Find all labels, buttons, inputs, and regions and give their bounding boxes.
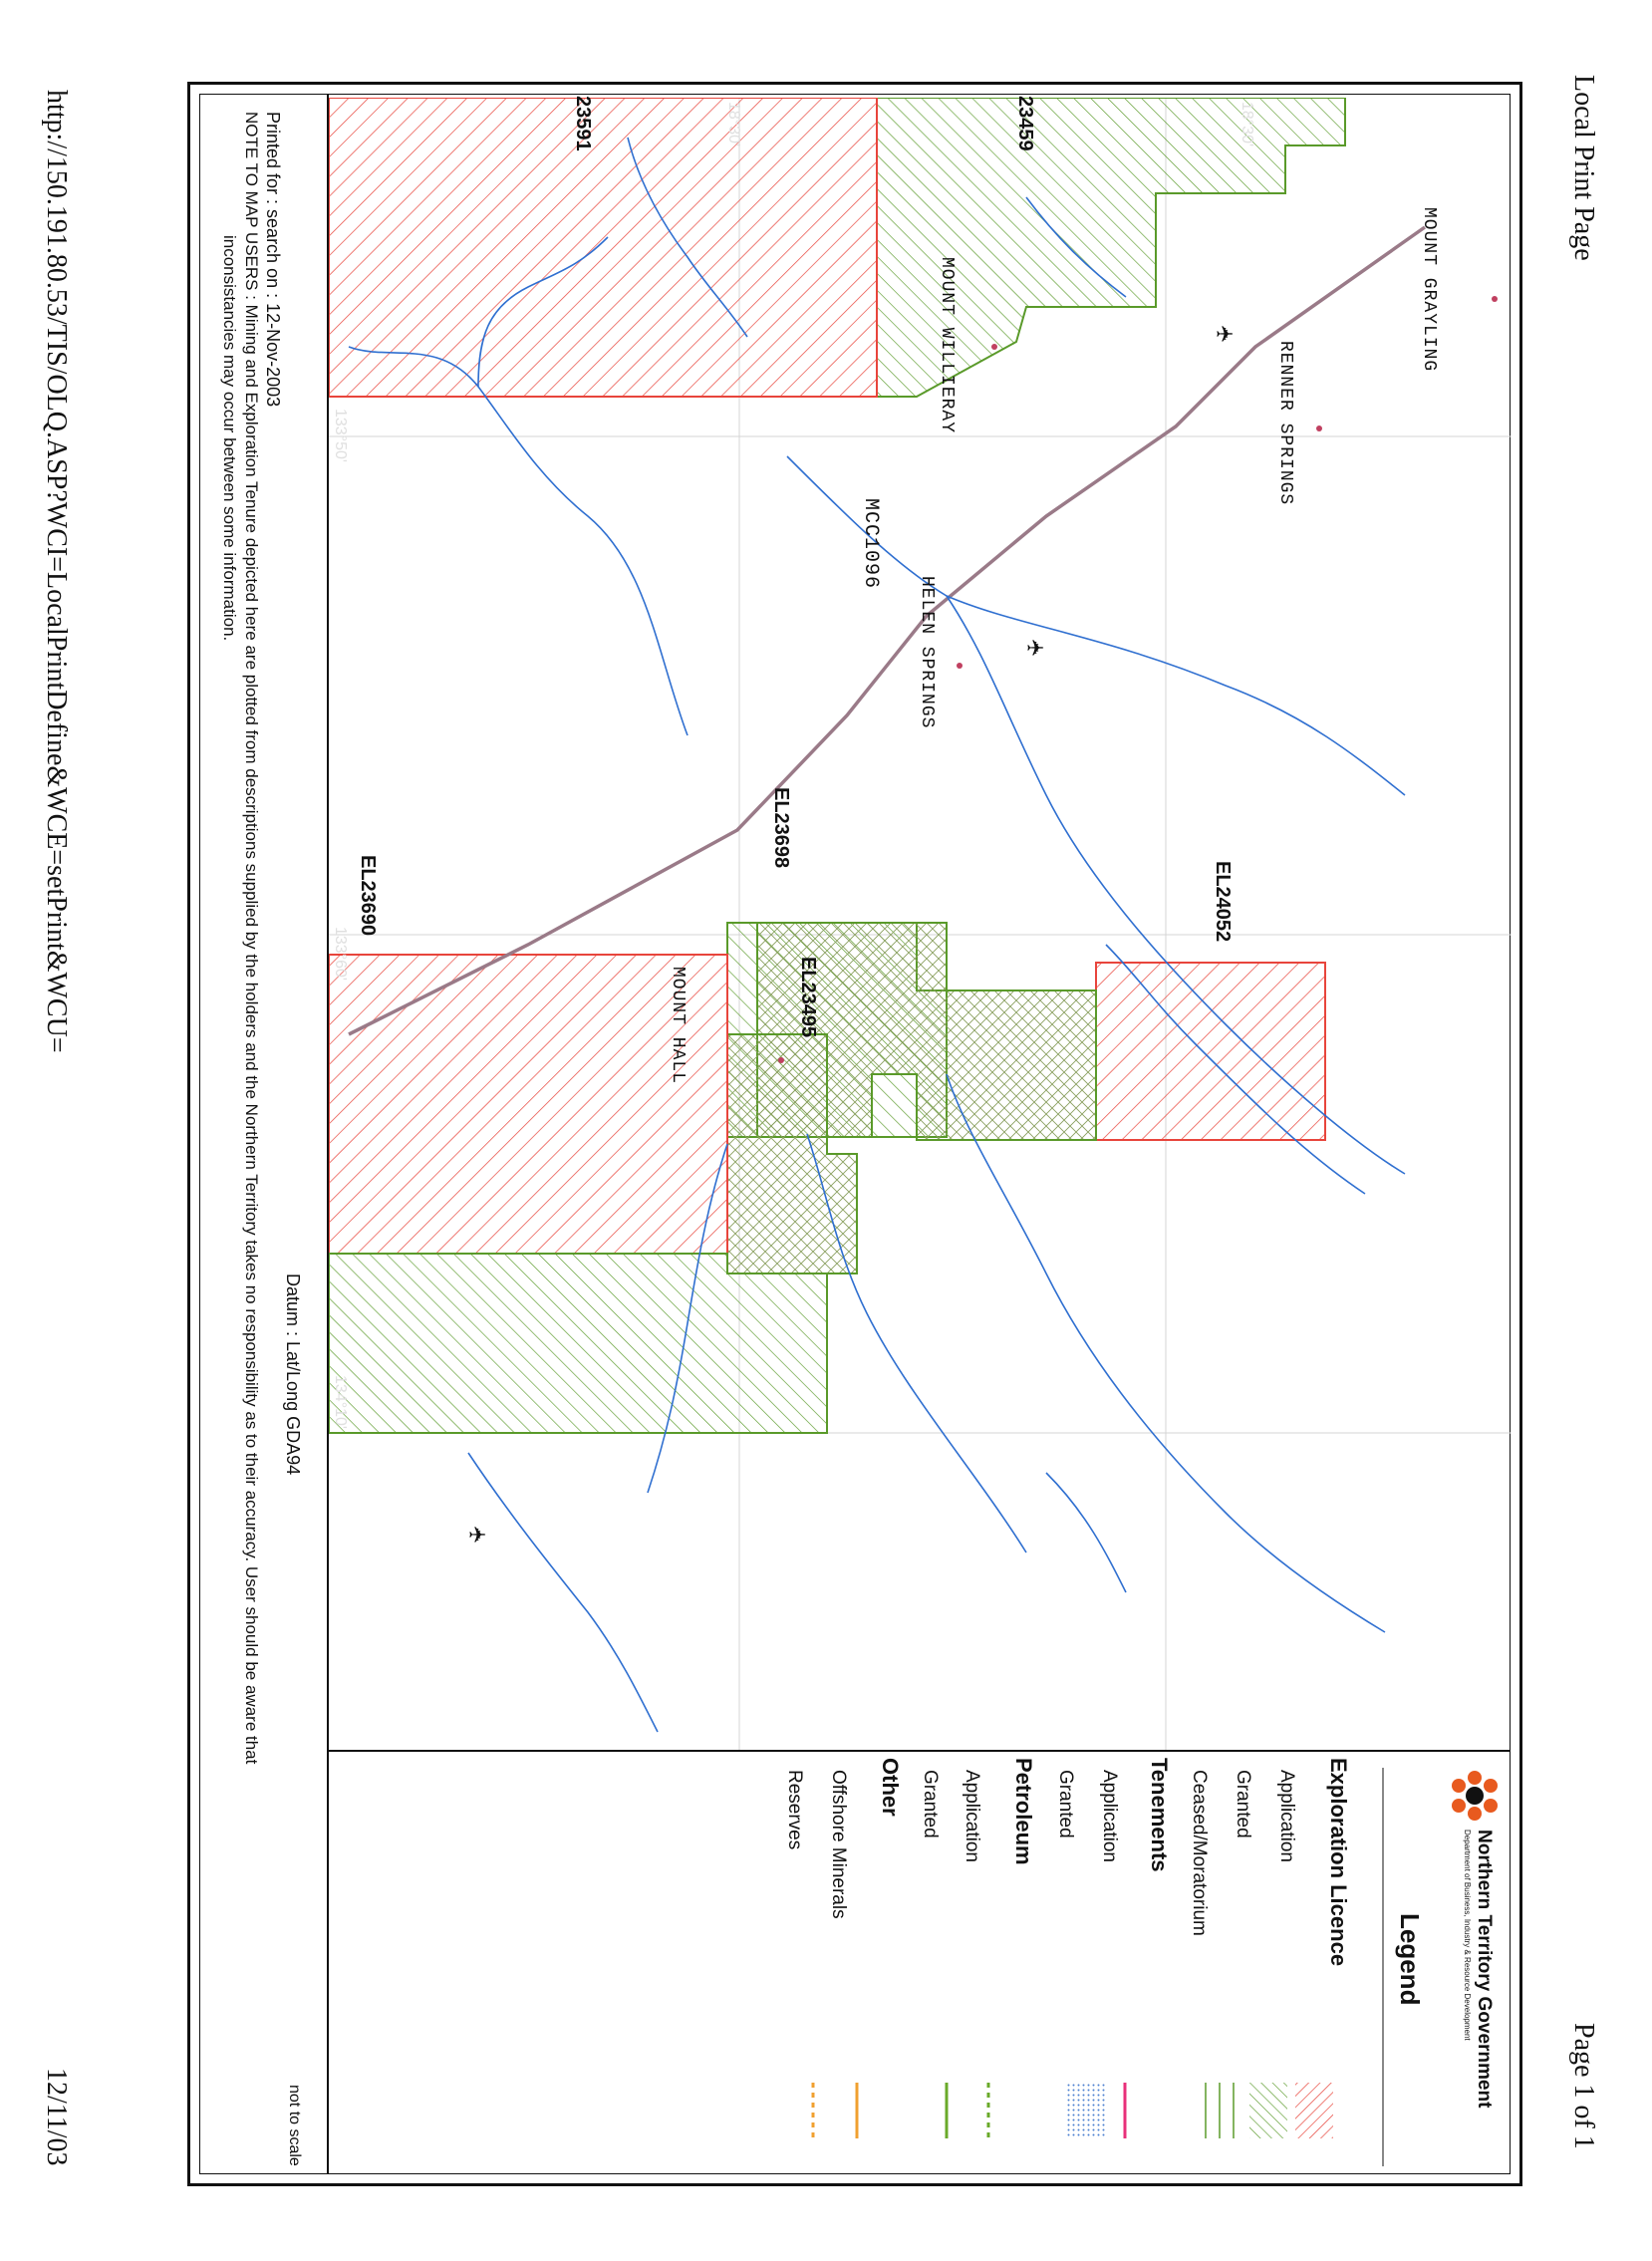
tenement-label-el24052[interactable]: EL24052 [1212, 861, 1234, 943]
tenement-label-el23495[interactable]: EL23495 [797, 957, 819, 1038]
legend-symbol-el-ceased [1206, 2083, 1234, 2138]
tenement-EL24052[interactable] [1096, 963, 1325, 1140]
legend-item-tenement-granted: Granted [1055, 1770, 1076, 1838]
place-marker [991, 344, 997, 350]
nt-government-logo [1447, 1768, 1503, 1824]
org-name: Northern Territory Government [1474, 1830, 1495, 2109]
datum-text: Datum : Lat/Long GDA94 [283, 1273, 303, 1476]
legend-item-petroleum-granted: Granted [920, 1770, 941, 1838]
legend-symbol-el-granted [1249, 2083, 1287, 2138]
legend-item-petroleum-application: Application [962, 1770, 982, 1862]
legend-heading-other: Other [878, 1758, 903, 1817]
print-date: 12/11/03 [41, 2068, 72, 2166]
legend-item-el-application: Application [1276, 1770, 1297, 1862]
page-url[interactable]: http://150.191.80.53/TIS/OLQ.ASP?WCI=LocalPrintDefine&WCE=setPrint&WCU= [41, 90, 72, 1053]
legend-heading-petroleum: Petroleum [1011, 1758, 1036, 1865]
legend-title: Legend [1395, 1913, 1425, 2006]
place-marker [1492, 296, 1498, 302]
airstrip-icon: ✈ [1216, 322, 1235, 347]
org-dept: Department of Business, Industry & Resource Development [1463, 1830, 1472, 2041]
printed-for-text: Printed for : search on : 12-Nov-2003 [263, 112, 283, 408]
place-label-helen-springs: HELEN SPRINGS [917, 576, 937, 729]
place-label-mount-hall: MOUNT HALL [668, 967, 688, 1085]
grid-label: 18°30' [1239, 102, 1255, 147]
legend-heading-exploration-licence: Exploration Licence [1326, 1758, 1351, 1967]
legend-symbol-el-application [1295, 2083, 1333, 2138]
tenement-label-el23690[interactable]: EL23690 [357, 855, 379, 937]
grid-label: 133°60' [332, 927, 349, 981]
map-canvas[interactable] [329, 98, 1511, 1750]
airstrip-icon: ✈ [468, 1523, 487, 1548]
place-marker [778, 1057, 784, 1063]
legend-title-divider [1382, 1768, 1384, 2166]
tenement-23591[interactable] [329, 98, 877, 397]
tenement-label-el23698[interactable]: EL23698 [770, 787, 792, 869]
grid-label: 134°10' [332, 1375, 349, 1429]
legend-divider [329, 1750, 1511, 1752]
scale-note: not to scale [286, 2085, 303, 2166]
legend-item-offshore-minerals: Offshore Minerals [828, 1770, 849, 1919]
place-label-mount-willieray: MOUNT WILLIERAY [937, 257, 957, 434]
legend-item-el-granted: Granted [1233, 1770, 1253, 1838]
place-label-mount-grayling: MOUNT GRAYLING [1419, 207, 1439, 373]
map-users-note-line2: inconsistancies may occur between some information. [220, 235, 239, 642]
legend-symbols [777, 2073, 1375, 2152]
page-number: Page 1 of 1 [1568, 2023, 1599, 2149]
place-label-renner-springs: RENNER SPRINGS [1275, 341, 1295, 506]
page-title: Local Print Page [1568, 75, 1599, 261]
legend-symbol-tenement-granted [1066, 2083, 1106, 2138]
nt-government-logo-centre [1466, 1787, 1484, 1805]
grid-label: 18°30' [725, 102, 742, 147]
legend-item-reserves: Reserves [784, 1770, 805, 1850]
place-marker [957, 663, 963, 669]
legend-item-el-ceased: Ceased/Moratorium [1189, 1770, 1210, 1936]
tenement-granted-southwest[interactable] [329, 1254, 827, 1433]
tenement-label-23591[interactable]: 23591 [572, 96, 594, 151]
tenement-label-23459[interactable]: 23459 [1014, 96, 1036, 151]
place-marker [1316, 425, 1322, 431]
feature-label-mcc1096: MCC1096 [859, 498, 882, 590]
map-users-note: NOTE TO MAP USERS : Mining and Exploration Tenure depicted here are plotted from descriptions supplied by the holders and the Northern Territory takes no responsibility as to their accuracy. User should be aware that [242, 112, 261, 1765]
legend-heading-tenements: Tenements [1147, 1758, 1172, 1872]
legend-item-tenement-application: Application [1099, 1770, 1120, 1862]
grid-label: 133°50' [332, 409, 349, 462]
airstrip-icon: ✈ [1026, 636, 1045, 661]
